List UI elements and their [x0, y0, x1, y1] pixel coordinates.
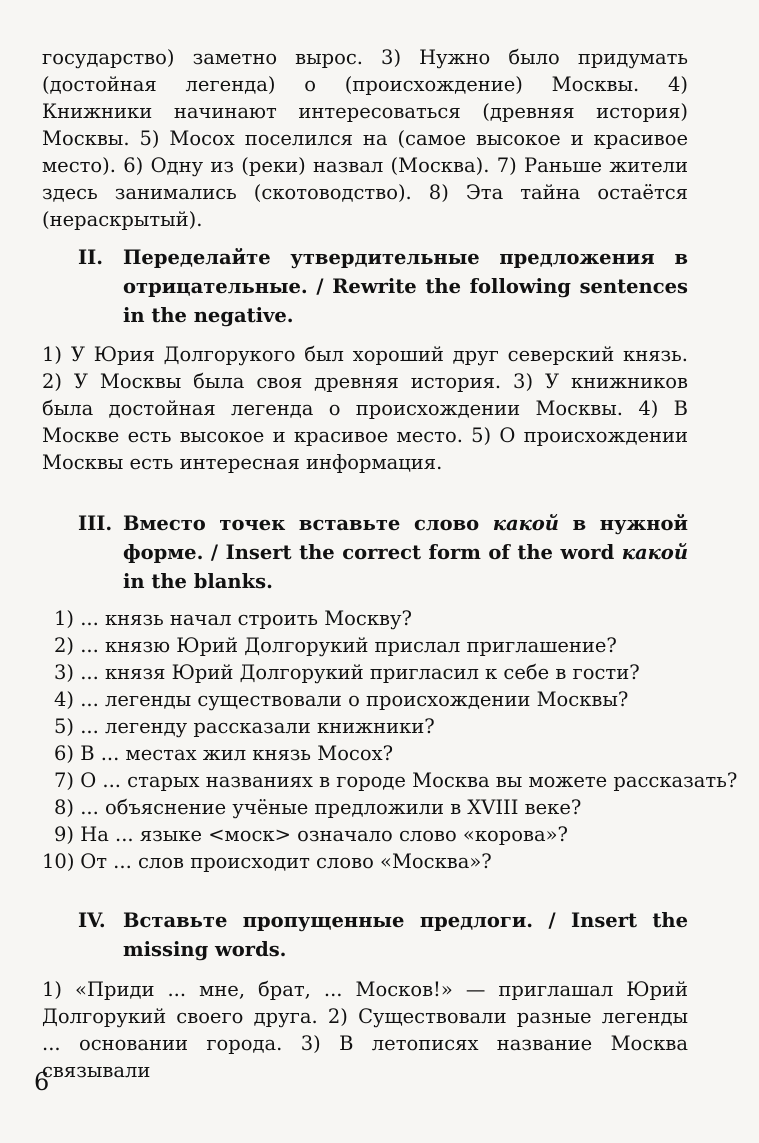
item-text: О ... старых названиях в городе Москва вы можете рассказать? — [80, 769, 738, 792]
section-2-heading — [78, 243, 688, 330]
paragraph-continued: государство) заметно вырос. 3) Нужно было придумать (достойная легенда) о (происхождение) Москвы. 4) Книжники начинают интересоваться (древняя история) Москвы. 5) Мосох поселился на (самое высокое и красивое место). 6) Одну из (реки) назвал (Москва). 7) Раньше жители здесь занимались (скотоводство). 8) Эта тайна остаётся (нераскрытый). — [42, 46, 688, 231]
item-text: В ... местах жил князь Мосох? — [80, 742, 394, 765]
item-text: От ... слов происходит слово «Москва»? — [80, 850, 492, 873]
list-item — [42, 767, 738, 794]
section-3-heading — [78, 509, 688, 596]
item-number: 10) — [42, 850, 75, 873]
item-number: 9) — [53, 823, 74, 846]
section-3-exercise-list — [42, 605, 738, 875]
item-number: 2) — [53, 634, 74, 657]
heading-text: в нужной форме. / Insert the correct form of the word — [123, 512, 688, 564]
list-item — [42, 794, 702, 821]
item-number: 6) — [53, 742, 74, 765]
list-item — [42, 605, 702, 632]
item-text: ... князю Юрий Долгорукий прислал приглашение? — [80, 634, 617, 657]
heading-text: Вместо точек вставьте слово — [123, 512, 493, 535]
section-2-instruction: Переделайте утвердительные предложения в отрицательные. / Rewrite the following sentences in the negative. — [123, 246, 688, 327]
item-number: 5) — [53, 715, 74, 738]
item-text: ... легенды существовали о происхождении Москвы? — [80, 688, 629, 711]
section-2-body: 1) У Юрия Долгорукого был хороший друг северский князь. 2) У Москвы была своя древняя история. 3) У книжников была достойная легенда о происхождении Москвы. 4) В Москве есть высокое и красивое место. 5) О происхождении Москвы есть интересная информация. — [42, 343, 688, 474]
list-item — [42, 848, 702, 875]
item-text: ... объяснение учёные предложили в XVIII веке? — [80, 796, 582, 819]
section-4-heading — [78, 906, 688, 964]
list-item — [42, 821, 702, 848]
item-number: 1) — [53, 607, 74, 630]
section-4-body: 1) «Приди ... мне, брат, ... Москов!» — приглашал Юрий Долгорукий своего друга. 2) Существовали разные легенды ... основании города. 3) В летописях название Москва связывали — [42, 978, 688, 1082]
item-number: 7) — [53, 769, 74, 792]
list-item — [42, 686, 702, 713]
section-3-number: III. — [78, 512, 113, 535]
item-text: На ... языке <моск> означало слово «корова»? — [80, 823, 568, 846]
item-text: ... легенду рассказали книжники? — [80, 715, 435, 738]
heading-italic-word: какой — [621, 541, 688, 564]
heading-text: in the blanks. — [123, 570, 273, 593]
section-2-number: II. — [78, 246, 104, 269]
list-item — [42, 740, 702, 767]
section-4-number: IV. — [78, 909, 106, 932]
item-text: ... князя Юрий Долгорукий пригласил к себе в гости? — [80, 661, 640, 684]
page-number: 6 — [34, 1068, 50, 1096]
list-item — [42, 659, 702, 686]
item-text: ... князь начал строить Москву? — [80, 607, 412, 630]
heading-italic-word: какой — [492, 512, 559, 535]
list-item — [42, 713, 702, 740]
item-number: 3) — [53, 661, 74, 684]
section-4-instruction: Вставьте пропущенные предлоги. / Insert the missing words. — [123, 909, 688, 961]
list-item — [42, 632, 702, 659]
item-number: 8) — [53, 796, 74, 819]
section-3-instruction — [123, 509, 688, 596]
item-number: 4) — [53, 688, 74, 711]
